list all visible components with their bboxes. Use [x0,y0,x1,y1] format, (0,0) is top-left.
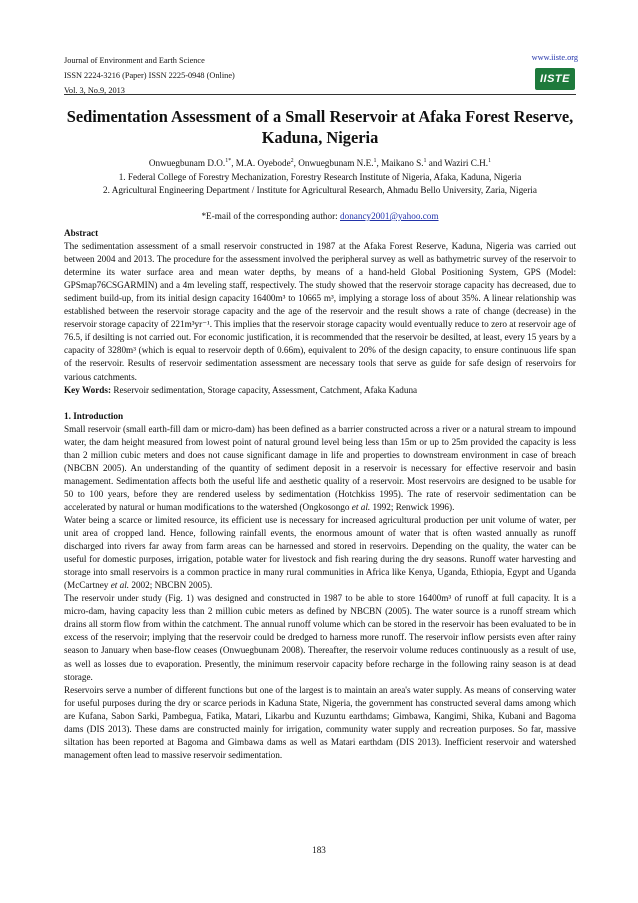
author-affil-mark: 1 [373,157,377,164]
author-affil-mark: 1 [423,157,427,164]
author-name: , Onwuegbunam N.E. [293,158,374,168]
author-name: , M.A. Oyebode [231,158,291,168]
author-affil-mark: 1* [225,157,232,164]
journal-url[interactable]: www.iiste.org [531,53,578,62]
corresponding-email-line [64,210,576,223]
paragraph-text: Small reservoir (small earth-fill dam or micro-dam) has been defined as a barrier constructed across a river or a natural stream to impound water, the dam height measured from lowest point of natural ground level being less than 15m or up to 25m provided the capacity is less than 2 million cubic meters and does not cause significant damage in life and properties to downstream environment in case of breach (NBCBN 2005). An understanding of the quantity of sediment deposit in a reservoir is necessary for effective reservoir and basin management. Sedimentation affects both the useful life and aesthetic quality of a reservoir. Most reservoirs are designed to be usable for 50 to 100 years, before they are rendered useless by sedimentation (Hotchkiss 1995). The rate of reservoir sedimentation can be accelerated by natural or human modifications to the watershed (Ongkosongo [64,423,576,512]
journal-header [64,53,235,98]
email-label: *E-mail of the corresponding author: [201,211,340,221]
keywords-text: Reservoir sedimentation, Storage capacity, Assessment, Catchment, Afaka Kaduna [111,384,418,395]
abstract-text: The sedimentation assessment of a small reservoir constructed in 1987 at the Afaka Forest Reserve, Kaduna, Nigeria was carried out between 2004 and 2013. The procedure for the assessment involved the peripheral survey as well as bathymetric survey of the reservoir to determine its water surface area and mean water depths, by means of a hand-held Global Positioning System, GPS (Model: GPSmap76CSGARMIN) and a 4m leveling staff, respectively. The study showed that the reservoir storage capacity has decreased, due to sediment build-up, from its initial design capacity 16400m³ to 10665 m³, implying a storage loss of about 35%. A linear relationship was established between the reservoir storage capacity and the age of the reservoir and the result shows a rate of change (decrease) in the reservoir storage capacity of 221m³yr⁻¹. This implies that the reservoir storage capacity would eventually reduce to zero at reservoir age of 76.5, if desilting is not carried out. For economic justification, it is recommended that the reservoir be desilted, at least, every 15 years by a capacity of 3280m³ (which is equal to reservoir depth of 0.66m), equivalent to 20% of the design capacity, to ensure continuous life span of the reservoir. Results of reservoir sedimentation assessment are necessary tools that serve as guide for safe design of reservoirs for various catchments. [64,241,576,382]
et-al-text: et al. [110,580,130,591]
email-link[interactable]: donancy2001@yahoo.com [340,211,439,221]
section-gap [64,397,576,410]
author-list [64,157,576,170]
section-heading-introduction: 1. Introduction [64,410,124,421]
paper-body [64,227,576,762]
paper-title: Sedimentation Assessment of a Small Reservoir at Afaka Forest Reserve, Kaduna, Nigeria [66,107,574,147]
author-affil-mark: 1 [488,157,492,164]
intro-paragraph-2 [64,514,576,592]
abstract-heading: Abstract [64,228,99,238]
intro-paragraph-4: Reservoirs serve a number of different functions but one of the largest is to maintain an area's water supply. As means of conserving water for useful purposes during the dry or scarce periods in Kaduna State, Nigeria, the government has constructed several dams among which are Kufana, Sabon Sarki, Pambegua, Fatika, Matari, Likarbu and Kuzuntu earthdams; Gimbawa, Kangimi, Shika, Kubani and Bagoma dams (DIS 2013). These dams are constructed mainly for irrigation, community water supply and recreation purposes. So far, massive siltation has been reported at Bagoma and Gimbawa dams as well as Matari earthdam (DIS 2013). Inefficient reservoir and watershed management often lead to massive reservoir sedimentation. [64,684,576,760]
iiste-logo [535,68,575,90]
paragraph-text: 1992; Renwick 1996). [370,501,455,512]
logo-text: IISTE [539,73,570,85]
journal-issn: ISSN 2224-3216 (Paper) ISSN 2225-0948 (Online) [64,71,235,80]
paragraph-text: Water being a scarce or limited resource, its efficient use is necessary for increased agricultural production per unit volume of water, per unit area of cropped land. Hence, following rainfall events, the enormous amount of water that is often wasted annually as runoff discharged into rivers far away from farm areas can be harnessed and stored in reservoirs. Depending on the quality, the water can be useful for domestic purposes, irrigation, potable water for livestock and fish rearing during the dry seasons. Runoff water harvesting and storage into small reservoirs is a common practice in many rural communities in Africa like Kenya, Uganda, Ethiopia, Egypt and Uganda (McCartney [64,514,576,591]
journal-name: Journal of Environment and Earth Science [64,56,205,65]
author-name: , Maikano S. [376,158,424,168]
paragraph-text: 2002; NBCBN 2005). [129,580,213,591]
affiliation-1: 1. Federal College of Forestry Mechanization, Forestry Research Institute of Nigeria, Afaka, Kaduna, Nigeria [118,172,522,182]
keywords-label: Key Words: [64,384,112,395]
page-number: 183 [312,845,326,855]
header-divider [64,94,576,95]
intro-paragraph-3: The reservoir under study (Fig. 1) was designed and constructed in 1987 to be able to store 16400m³ of runoff at full capacity. It is a micro-dam, having capacity less than 2 million cubic meters as defined by NBCBN (2005). The water source is a runoff stream which drains all storm flow from within the catchment. The annual runoff volume which can be stored in the reservoir has been evaluated to be in excess of the reservoir; implying that the reservoir could be dredged to harness more runoff. The reservoir inflow persists even after rainy season to January when base-flow ceases (Onwuegbunam 2008). Thereafter, the reservoir volume reduces continuously as a result of use, as well as losses due to evaporation. Presently, the minimum reservoir capacity before recharge in the following rainy season is at dead storage. [64,593,576,682]
et-al-text: et al. [351,501,371,512]
keywords-line [64,384,576,397]
author-name: Onwuegbunam D.O. [148,158,226,168]
journal-volume: Vol. 3, No.9, 2013 [64,86,125,95]
author-name: and Waziri C.H. [426,158,489,168]
author-affil-mark: 2 [290,157,294,164]
intro-paragraph-1 [64,423,576,514]
affiliation-2: 2. Agricultural Engineering Department / Institute for Agricultural Research, Ahmadu Bello University, Zaria, Nigeria [103,185,537,195]
